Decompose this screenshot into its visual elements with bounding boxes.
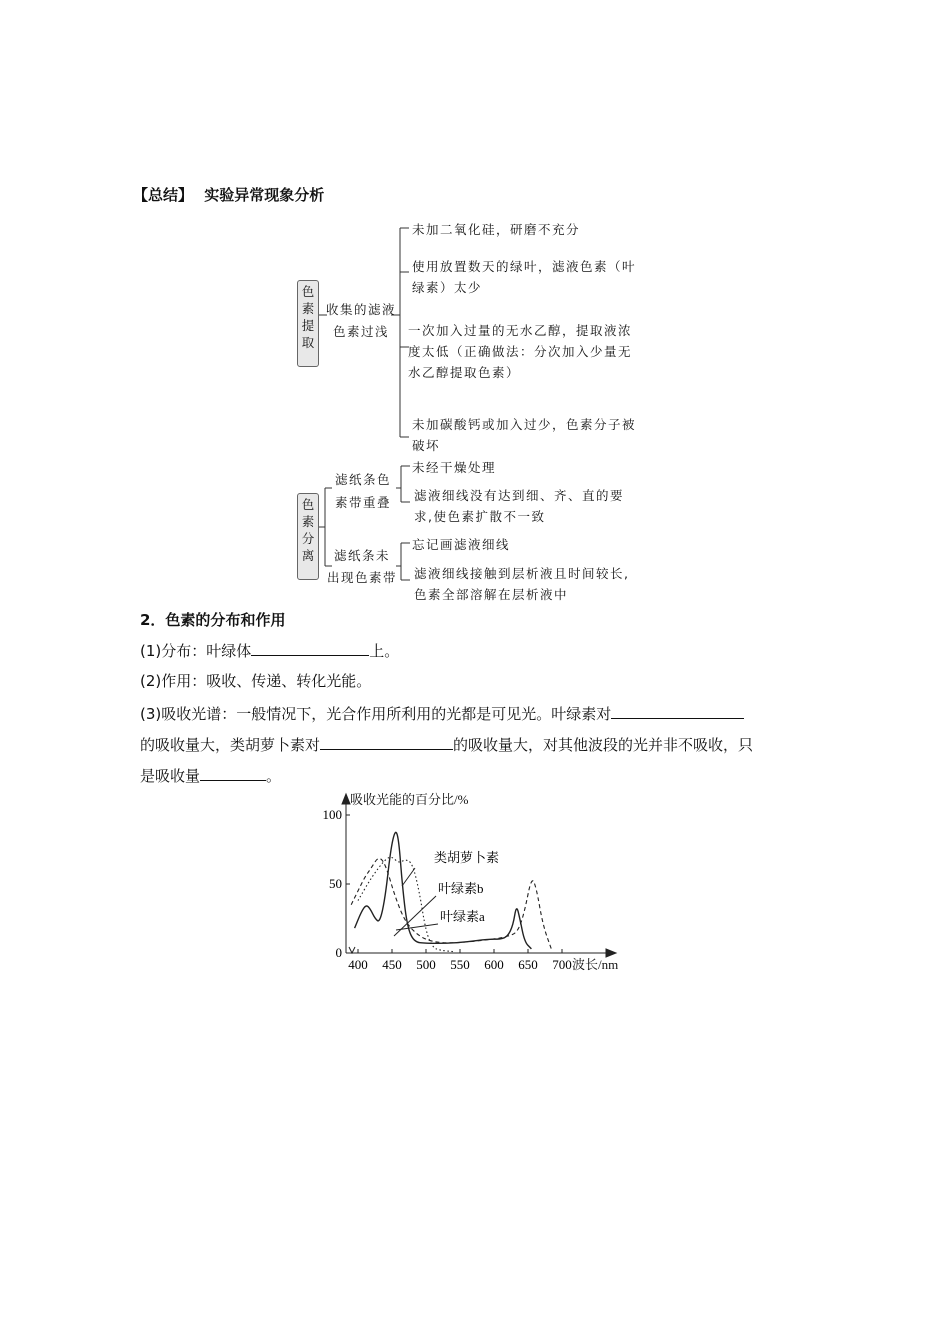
pigment-separation-box: 色 素 分 离 [297, 493, 319, 580]
summary-title: 实验异常现象分析 [204, 186, 325, 204]
x-tick-label: 650 [518, 957, 538, 972]
branch-bands-overlap: 滤纸条色 素带重叠 [334, 472, 391, 510]
y-tick-label: 0 [335, 945, 342, 960]
leaf-forgot-line: 忘记画滤液细线 [412, 537, 511, 552]
section-2-title: 2．色素的分布和作用 [140, 611, 286, 629]
series-leader-line-0 [402, 868, 415, 886]
x-tick-label: 450 [382, 957, 402, 972]
y-tick-label: 100 [322, 807, 342, 822]
leaf-old-leaves: 使用放置数天的绿叶，滤液色素（叶 绿素）太少 [412, 259, 637, 295]
series-label-0: 类胡萝卜素 [434, 850, 500, 865]
blank-distribution[interactable] [251, 640, 369, 656]
leaf-no-caco3: 未加碳酸钙或加入过少，色素分子被 破坏 [412, 417, 637, 453]
summary-tag: 【总结】 [133, 186, 194, 204]
series-leader-line-1 [394, 896, 436, 936]
blank-absorption-amount[interactable] [200, 765, 266, 781]
absorption-spectrum-chart [310, 790, 650, 975]
x-tick-label: 500 [416, 957, 436, 972]
leaf-line-touched-solvent: 滤液细线接触到层析液且时间较长, 色素全部溶解在层析液中 [414, 566, 630, 602]
y-tick-label: 50 [329, 876, 342, 891]
x-axis-arrow [606, 949, 616, 957]
mindmap-connectors [0, 0, 950, 620]
series-label-1: 叶绿素b [438, 881, 484, 896]
para-function: (2)作用：吸收、传递、转化光能。 [140, 672, 372, 690]
branch-filtrate-light: 收集的滤液 色素过浅 [325, 302, 396, 339]
x-tick-label: 600 [484, 957, 504, 972]
series-leader-line-2 [396, 924, 438, 930]
blank-chlorophyll-light[interactable] [611, 703, 744, 719]
para-spectrum-line2: 的吸收量大，类胡萝卜素对 的吸收量大，对其他波段的光并非不吸收，只 [140, 736, 754, 754]
x-axis-label: 波长/nm [572, 957, 619, 972]
series-curve-0 [358, 857, 453, 951]
branch-no-bands: 滤纸条未 出现色素带 [326, 548, 397, 585]
para-spectrum-line3: 是吸收量 。 [140, 767, 282, 785]
series-label-2: 叶绿素a [440, 909, 485, 924]
x-tick-label: 400 [348, 957, 368, 972]
para-distribution: (1)分布：叶绿体 上。 [140, 642, 400, 660]
leaf-excess-ethanol: 一次加入过量的无水乙醇，提取液浓 度太低（正确做法：分次加入少量无 水乙醇提取色素） [408, 323, 633, 380]
axis-break-mark [349, 947, 355, 953]
x-tick-label: 550 [450, 957, 470, 972]
leaf-no-silica: 未加二氧化硅，研磨不充分 [412, 222, 581, 237]
para-spectrum-line1: (3)吸收光谱：一般情况下，光合作用所利用的光都是可见光。叶绿素对 [140, 703, 744, 724]
y-axis-label: 吸收光能的百分比/% [350, 792, 469, 807]
blank-carotenoid-light[interactable] [320, 734, 453, 750]
x-tick-label: 700 [552, 957, 572, 972]
series-curve-1 [351, 859, 552, 951]
leaf-not-dried: 未经干燥处理 [412, 460, 497, 475]
pigment-extraction-box: 色 素 提 取 [297, 280, 319, 367]
leaf-line-not-thin: 滤液细线没有达到细、齐、直的要 求,使色素扩散不一致 [414, 488, 625, 524]
y-axis-arrow [342, 794, 350, 804]
